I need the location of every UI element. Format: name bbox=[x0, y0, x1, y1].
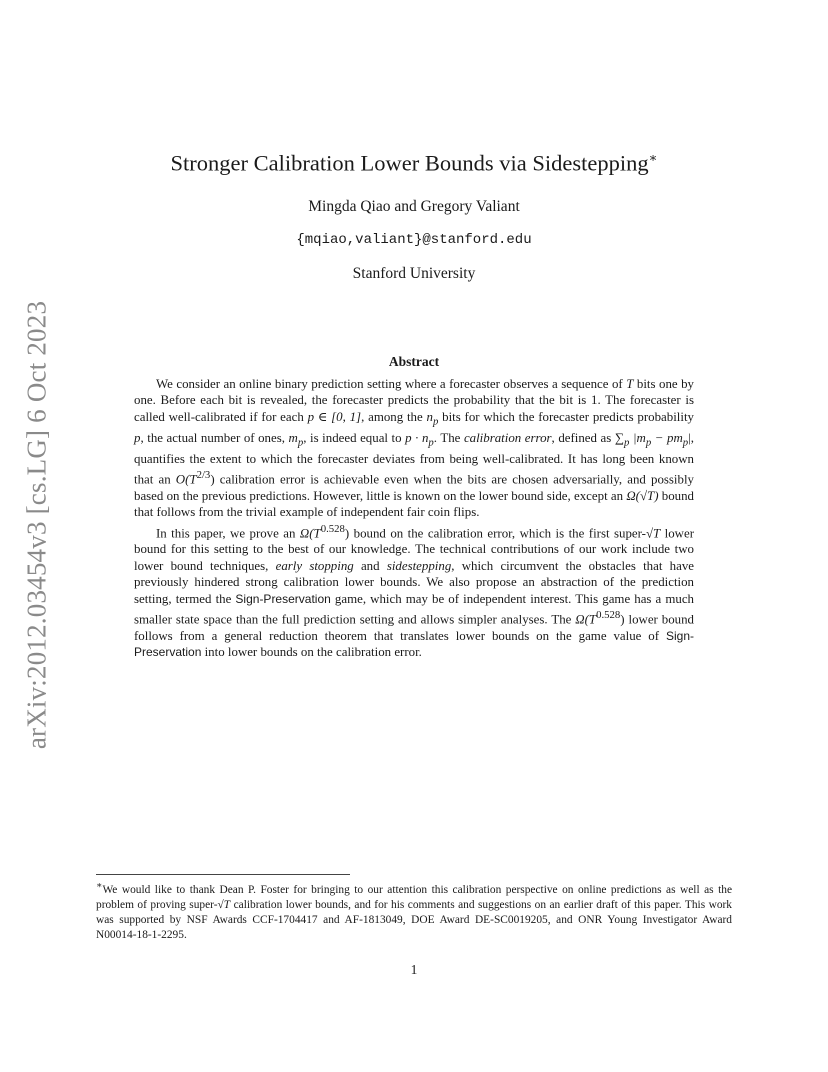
term-sidestepping: sidestepping bbox=[386, 558, 452, 573]
footnote-mark: ∗ bbox=[96, 881, 103, 891]
term-calibration-error: calibration error bbox=[463, 430, 552, 445]
author-email[interactable]: {mqiao,valiant}@stanford.edu bbox=[296, 232, 532, 248]
term-sign-preservation: Sign-Preservation bbox=[235, 591, 331, 606]
footnote-rule bbox=[96, 874, 350, 875]
title-footnote-mark: ∗ bbox=[648, 150, 658, 165]
abstract-body bbox=[134, 376, 694, 661]
term-early-stopping: early stopping bbox=[275, 558, 354, 573]
affiliation: Stanford University bbox=[352, 265, 476, 282]
abstract-paragraph-1: We consider an online binary prediction setting where a forecaster observes a sequence of T bits one by one. Before each bit is revealed, the forecaster predicts the probability that the bit is 1. The forecaster is called well-calibrated if for each p ∈ [0, 1], among the $n_p$ bits for which the forecaster predicts probability p, the actual number of ones, $m_p$, is indeed equal to $p \cdot n_p$. The calibration error, defined as $\sum_p$ $|m_p - pm_p|$, quantifies the extent to which the forecaster deviates from being well-calibrated. It has long been known that an $O(T^{2/3})$ calibration error is achievable even when the bits are chosen adversarially, and possibly based on the previous predictions. However, little is known on the lower bound side, except an Ω(√T) bound that follows from the trivial example of independent fair coin flips. bbox=[134, 377, 694, 520]
paper-title: Stronger Calibration Lower Bounds via Sidestepping∗ bbox=[170, 150, 658, 176]
abstract-heading: Abstract bbox=[388, 354, 440, 369]
abstract-paragraph-2: In this paper, we prove an $\Omega(T^{0.528})$ bound on the calibration error, which is the first super-√T lower bound for this setting to the best of our knowledge. The technical contributions of our work include two lower bound techniques, early stopping and sidestepping, which circumvent the obstacles that have previously hindered strong calibration lower bounds. We also propose an abstraction of the prediction setting, termed the Sign-Preservation game, which may be of independent interest. This game has a much smaller state space than the full prediction setting and allows simpler analyses. The $\Omega(T^{0.528})$ lower bound follows from a general reduction theorem that translates lower bounds on the game value of Sign-Preservation into lower bounds on the calibration error. bbox=[134, 522, 694, 660]
arxiv-identifier-text: arXiv:2012.03454v3 [cs.LG] 6 Oct 2023 bbox=[21, 300, 52, 750]
footnote: ∗We would like to thank Dean P. Foster for bringing to our attention this calibration perspective on online predictions as well as the problem of proving super-√T calibration lower bounds, and for his comments and suggestions on an earlier draft of this paper. This work was supported by NSF Awards CCF-1704417 and AF-1813049, DOE Award DE-SC0019205, and ONR Young Investigator Award N00014-18-1-2295. bbox=[96, 881, 732, 942]
authors: Mingda Qiao and Gregory Valiant bbox=[308, 198, 520, 215]
arxiv-identifier bbox=[22, 295, 52, 755]
page-number: 1 bbox=[410, 962, 418, 977]
term-sign-preservation: Sign-Preservation bbox=[134, 628, 694, 660]
